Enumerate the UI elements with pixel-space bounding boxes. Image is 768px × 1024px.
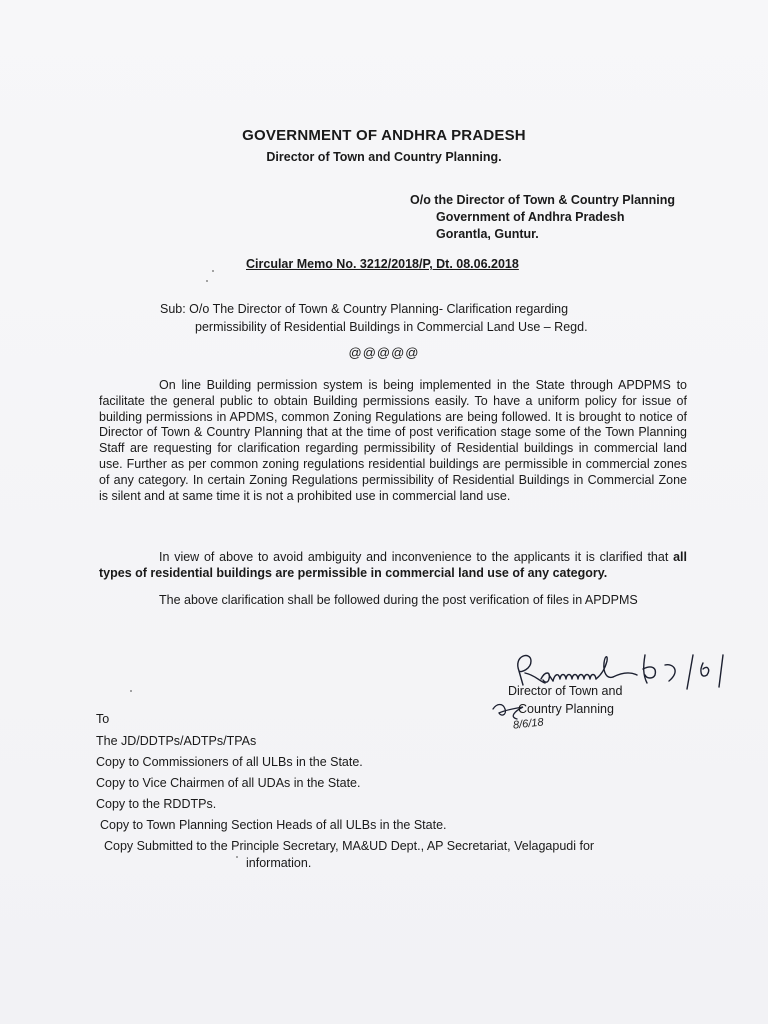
government-title: GOVERNMENT OF ANDHRA PRADESH (242, 127, 526, 144)
separator-marks: @@@@@ (348, 345, 420, 360)
designation-line2: Country Planning (518, 702, 614, 716)
department-subtitle: Director of Town and Country Planning. (266, 150, 502, 164)
recipient-continuation: information. (246, 856, 312, 870)
initial-date: 8/6/18 (512, 716, 545, 732)
scan-speck (236, 856, 238, 858)
body-paragraph-2 (99, 550, 687, 582)
designation-line1: Director of Town and (508, 684, 623, 698)
recipient-item: Copy to the RDDTPs. (96, 797, 217, 811)
signatory-designation (508, 682, 622, 718)
recipient-item: Copy to Town Planning Section Heads of all ULBs in the State. (100, 818, 447, 832)
recipient-item: The JD/DDTPs/ADTPs/TPAs (96, 734, 257, 748)
recipient-item: Copy to Commissioners of all ULBs in the State. (96, 755, 363, 769)
circular-memo-reference: Circular Memo No. 3212/2018/P, Dt. 08.06.2018 (246, 257, 519, 271)
body-paragraph-3: The above clarification shall be followed during the post verification of files in APDPMS (159, 593, 638, 607)
office-address-line3: Gorantla, Guntur. (436, 227, 539, 241)
signature-text: Rammmdh 8/6/ (505, 632, 615, 649)
body-paragraph-1: On line Building permission system is being implemented in the State through APDPMS to facilitate the general public to obtain Building permissions easily. To have a uniform policy for issue of building permissions in APDMS, common Zoning Regulations are being followed. It is brought to notice of Director of Town & Country Planning that at the time of post verification stage some of the Town Planning Staff are requesting for clarification regarding permissibility of Residential buildings in commercial land use. Further as per common zoning regulations residential buildings are permissible in commercial zones of any category. In certain Zoning Regulations permissibility of Residential Buildings in Commercial Zone is silent and at same time it is not a prohibited use in commercial land use. (99, 378, 687, 503)
office-address (410, 192, 675, 243)
paragraph-2-bold-clause: all types of residential buildings are permissible in commercial land use of any category. (99, 550, 687, 580)
recipient-item: Copy to Vice Chairmen of all UDAs in the State. (96, 776, 361, 790)
scan-speck (130, 690, 132, 692)
office-address-line2: Government of Andhra Pradesh (436, 210, 625, 224)
recipient-item: Copy Submitted to the Principle Secretary, MA&UD Dept., AP Secretariat, Velagapudi for (104, 839, 595, 853)
to-label: To (96, 712, 110, 726)
scan-speck (212, 270, 214, 272)
distribution-list (96, 731, 676, 874)
subject-line1: Sub: O/o The Director of Town & Country Planning- Clarification regarding (160, 302, 569, 316)
office-address-line1: O/o the Director of Town & Country Planning (410, 193, 676, 207)
paragraph-2-lead: In view of above to avoid ambiguity and inconvenience to the applicants it is clarified that (159, 550, 674, 564)
subject-block (160, 300, 588, 336)
scan-speck (206, 280, 208, 282)
subject-line2: permissibility of Residential Buildings in Commercial Land Use – Regd. (195, 320, 588, 334)
